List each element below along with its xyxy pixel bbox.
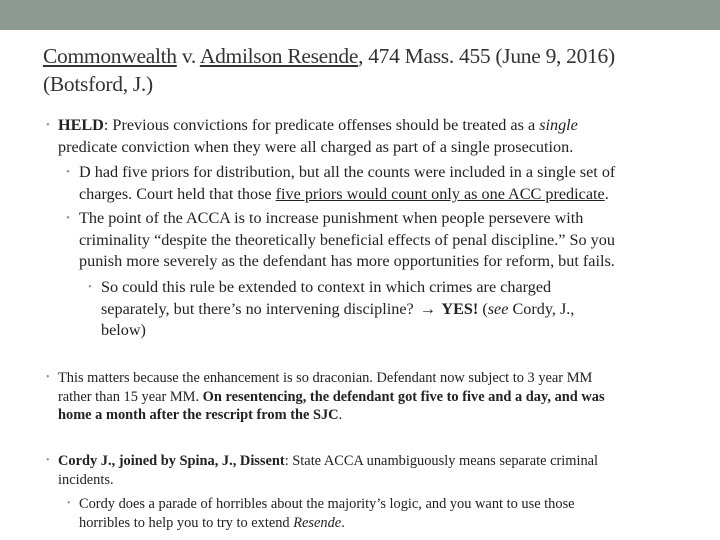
bullet-dot-icon: • — [66, 212, 70, 224]
five-priors-holding: five priors would count only as one ACC predicate — [275, 184, 605, 203]
dissent-label: Cordy J., joined by Spina, J., Dissent — [58, 453, 285, 469]
bullet-held — [46, 115, 698, 158]
bullet-dot-icon: • — [67, 498, 71, 509]
extend-rule-line3: below) — [101, 321, 146, 340]
see-signal: see — [487, 299, 509, 318]
case-name-commonwealth: Commonwealth — [43, 44, 177, 68]
paren-open: ( — [478, 299, 488, 318]
bullet-dot-icon: • — [88, 281, 92, 293]
citation: , 474 Mass. 455 (June 9, 2016) — [358, 44, 615, 68]
bullet-horribles — [67, 495, 709, 532]
resende-italic: Resende — [293, 514, 342, 531]
horribles-end: . — [341, 514, 345, 531]
case-name-resende: Admilson Resende — [199, 44, 359, 68]
extend-rule-line1: So could this rule be extended to context in which crimes are charged — [101, 278, 552, 296]
draconian-end: . — [338, 407, 343, 423]
dissent-text-line2: incidents. — [58, 471, 114, 488]
acca-point-line2: criminality “despite the theoretically beneficial effects of penal discipline.” So you — [79, 230, 615, 249]
slide-top-bar — [0, 0, 720, 30]
five-priors-line2: charges. Court held that those — [79, 184, 276, 203]
dissent-text: : State ACCA unambiguously means separate criminal — [284, 453, 599, 469]
held-text: : Previous convictions for predicate offenses should be treated as a — [103, 116, 540, 134]
arrow-right-icon: → — [419, 299, 436, 318]
horribles-line2: horribles to help you to try to extend — [79, 514, 294, 531]
bullet-extend-rule — [88, 277, 701, 342]
five-priors-end: . — [604, 184, 609, 203]
yes-answer: YES! — [437, 299, 479, 318]
bullet-acca-point — [66, 208, 704, 273]
resentencing-bold-line3: home a month after the rescript from the SJC — [58, 407, 339, 423]
bullet-draconian — [46, 369, 708, 425]
extend-rule-cordy: Cordy, J., — [508, 299, 575, 318]
bullet-dot-icon: • — [46, 455, 50, 466]
resentencing-bold: On resentencing, the defendant got five to five and a day, and was — [202, 388, 605, 405]
bullet-dot-icon: • — [46, 372, 50, 383]
bullet-dot-icon: • — [46, 119, 50, 131]
bullet-five-priors — [66, 162, 704, 205]
title-versus: v. — [176, 44, 200, 68]
held-label: HELD — [58, 116, 104, 134]
held-text-line2: predicate conviction when they were all charged as part of a single prosecution. — [58, 137, 574, 156]
acca-point-line1: The point of the ACCA is to increase punishment when people persevere with — [79, 209, 584, 227]
bullet-dot-icon: • — [66, 166, 70, 178]
acca-point-line3: punish more severely as the defendant has more opportunities for reform, but fails. — [79, 252, 615, 271]
slide-title — [43, 42, 693, 98]
five-priors-line1: D had five priors for distribution, but all the counts were included in a single set of — [79, 163, 616, 181]
held-italic: single — [539, 116, 578, 134]
draconian-line2: rather than 15 year MM. — [58, 388, 203, 405]
draconian-line1: This matters because the enhancement is so draconian. Defendant now subject to 3 year MM — [58, 370, 593, 386]
extend-rule-line2: separately, but there’s no intervening discipline? — [101, 299, 418, 318]
author-justice: (Botsford, J.) — [43, 72, 153, 96]
bullet-dissent — [46, 452, 708, 489]
horribles-line1: Cordy does a parade of horribles about the majority’s logic, and you want to use those — [79, 496, 575, 512]
